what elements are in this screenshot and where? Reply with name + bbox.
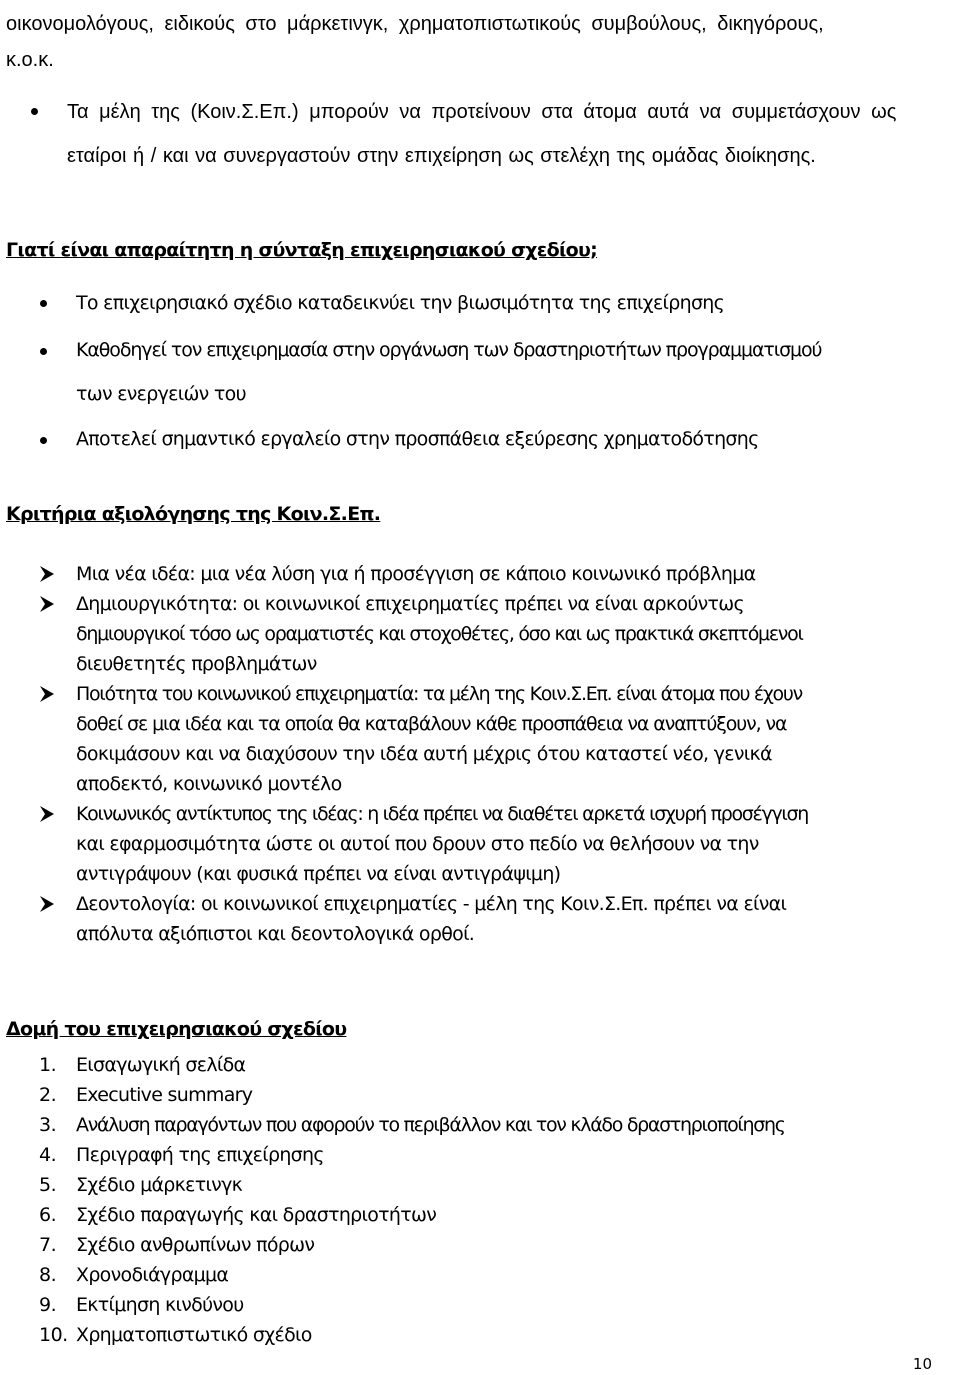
criteria-item-4-line-1: Κοινωνικός αντίκτυπος της ιδέας: η ιδέα πρέπει να διαθέτει αρκετά ισχυρή προσέγγιση (76, 803, 809, 825)
criteria-item-4-line-2: και εφαρμοσιμότητα ώστε οι αυτοί που δρουν στο πεδίο να θελήσουν να την (76, 833, 759, 855)
intro-line-1: οικονομολόγους, ειδικούς στο μάρκετινγκ, χρηματοπιστωτικούς συμβούλους, δικηγόρους, (6, 13, 824, 35)
list-number: 4. (39, 1144, 57, 1166)
why-item-2-line-2: των ενεργειών του (76, 383, 246, 405)
criteria-item-1: Μια νέα ιδέα: μια νέα λύση για ή προσέγγιση σε κάποιο κοινωνικό πρόβλημα (76, 563, 756, 585)
bullet-dot-icon (40, 437, 47, 444)
list-item: Εισαγωγική σελίδα (76, 1054, 246, 1076)
list-item: Χρονοδιάγραμμα (76, 1264, 229, 1286)
structure-heading: Δομή του επιχειρησιακού σχεδίου (6, 1018, 347, 1040)
criteria-item-2-line-3: διευθετητές προβλημάτων (76, 653, 317, 675)
criteria-item-5-line-1: Δεοντολογία: οι κοινωνικοί επιχειρηματίες - μέλη της Κοιν.Σ.Επ. πρέπει να είναι (76, 893, 787, 915)
list-item: Σχέδιο μάρκετινγκ (76, 1174, 243, 1196)
intro-bullet-line-2: εταίροι ή / και να συνεργαστούν στην επιχείρηση ως στελέχη της ομάδας διοίκησης. (67, 145, 816, 167)
arrow-bullet-icon (40, 596, 54, 612)
criteria-item-2-line-2: δημιουργικοί τόσο ως οραματιστές και στοχοθέτες, όσο και ως πρακτικά σκεπτόμενοι (76, 623, 803, 645)
criteria-item-2-line-1: Δημιουργικότητα: οι κοινωνικοί επιχειρηματίες πρέπει να είναι αρκούντως (76, 593, 744, 615)
criteria-item-5-line-2: απόλυτα αξιόπιστοι και δεοντολογικά ορθοί. (76, 923, 475, 945)
bullet-dot-icon (40, 348, 47, 355)
criteria-item-3-line-3: δοκιμάσουν και να διαχύσουν την ιδέα αυτή μέχρις ότου καταστεί νέο, γενικά (76, 743, 772, 765)
why-heading: Γιατί είναι απαραίτητη η σύνταξη επιχειρησιακού σχεδίου; (6, 239, 598, 261)
list-number: 1. (39, 1054, 57, 1076)
list-item: Σχέδιο παραγωγής και δραστηριοτήτων (76, 1204, 437, 1226)
criteria-heading: Κριτήρια αξιολόγησης της Κοιν.Σ.Επ. (6, 503, 381, 525)
criteria-item-3-line-4: αποδεκτό, κοινωνικό μοντέλο (76, 773, 342, 795)
why-item-1: Το επιχειρησιακό σχέδιο καταδεικνύει την βιωσιμότητα της επιχείρησης (76, 292, 725, 314)
list-item: Εκτίμηση κινδύνου (76, 1294, 244, 1316)
list-item: Ανάλυση παραγόντων που αφορούν το περιβάλλον και τον κλάδο δραστηριοποίησης (76, 1114, 785, 1136)
list-item: Περιγραφή της επιχείρησης (76, 1144, 324, 1166)
list-number: 2. (39, 1084, 57, 1106)
list-number: 5. (39, 1174, 57, 1196)
criteria-item-3-line-2: δοθεί σε μια ιδέα και τα οποία θα καταβάλουν κάθε προσπάθεια να αναπτύξουν, να (76, 713, 787, 735)
bullet-dot-icon (31, 108, 38, 115)
arrow-bullet-icon (40, 806, 54, 822)
criteria-item-3-line-1: Ποιότητα του κοινωνικού επιχειρηματία: τα μέλη της Κοιν.Σ.Επ. είναι άτομα που έχουν (76, 683, 802, 705)
why-item-2-line-1: Καθοδηγεί τον επιχειρημασία στην οργάνωση των δραστηριοτήτων προγραμματισμού (76, 339, 822, 361)
bullet-dot-icon (40, 300, 47, 307)
arrow-bullet-icon (40, 686, 54, 702)
intro-line-2: κ.ο.κ. (6, 49, 54, 71)
list-number: 7. (39, 1234, 57, 1256)
arrow-bullet-icon (40, 566, 54, 582)
list-number: 9. (39, 1294, 57, 1316)
list-number: 10. (39, 1324, 68, 1346)
criteria-item-4-line-3: αντιγράψουν (και φυσικά πρέπει να είναι αντιγράψιμη) (76, 863, 561, 885)
list-item: Σχέδιο ανθρωπίνων πόρων (76, 1234, 315, 1256)
list-item: Executive summary (76, 1084, 253, 1106)
list-item: Χρηματοπιστωτικό σχέδιο (76, 1324, 312, 1346)
list-number: 3. (39, 1114, 57, 1136)
list-number: 8. (39, 1264, 57, 1286)
page-number: 10 (912, 1355, 932, 1373)
intro-bullet-line-1: Τα μέλη της (Κοιν.Σ.Επ.) μπορούν να προτείνουν στα άτομα αυτά να συμμετάσχουν ως (67, 101, 897, 123)
why-item-3: Αποτελεί σημαντικό εργαλείο στην προσπάθεια εξεύρεσης χρηματοδότησης (76, 428, 759, 450)
arrow-bullet-icon (40, 896, 54, 912)
list-number: 6. (39, 1204, 57, 1226)
